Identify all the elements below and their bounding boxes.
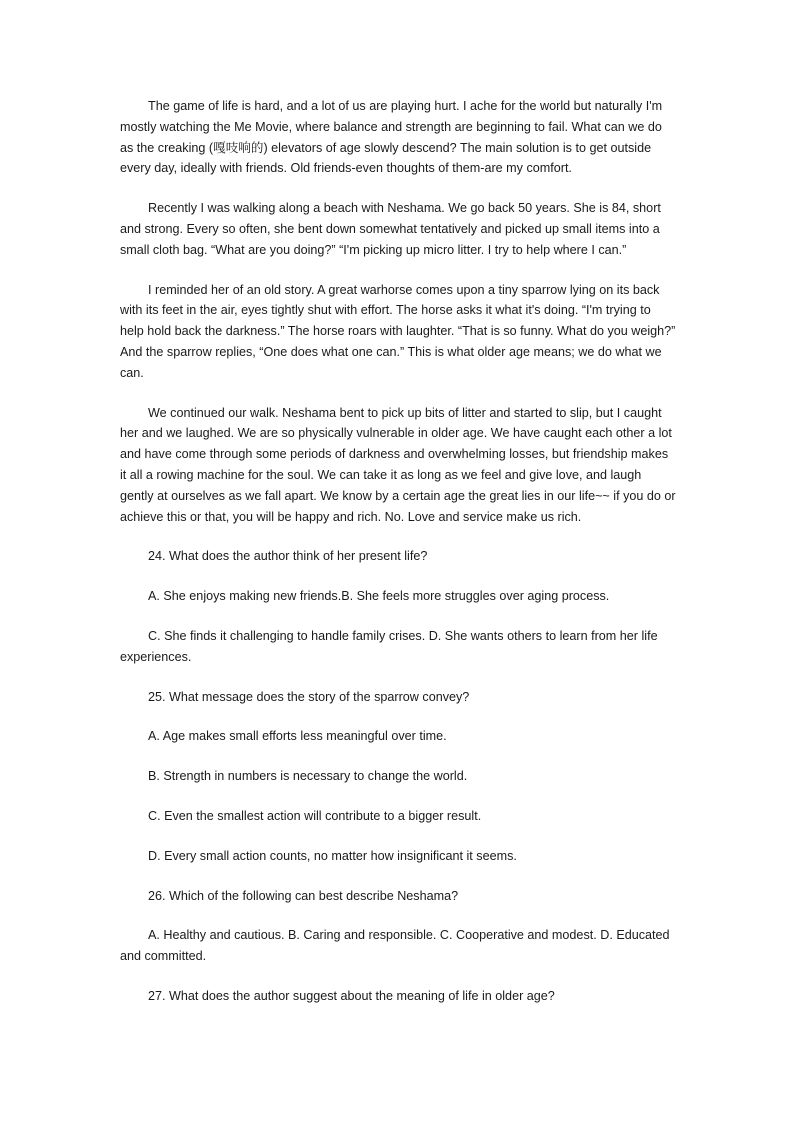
question-25-option-d: D. Every small action counts, no matter how insignificant it seems. [148, 848, 517, 863]
question-26-options: A. Healthy and cautious. B. Caring and responsible. C. Cooperative and modest. D. Educated and committed. [120, 928, 670, 964]
passage-paragraph-1: The game of life is hard, and a lot of us are playing hurt. I ache for the world but naturally I'm mostly watching the Me Movie, where balance and strength are beginning to fail. What can we do as the creaking (嘎吱响的) elevators of age slowly descend? The main solution is to get outside every day, ideally with friends. Old friends-even thoughts of them-are my comfort. [120, 99, 663, 176]
passage-paragraph-2: Recently I was walking along a beach with Neshama. We go back 50 years. She is 84, short and strong. Every so often, she bent down somewhat tentatively and picked up small items into a small cloth bag. “What are you doing?” “I'm picking up micro litter. I try to help where I can.” [120, 201, 661, 257]
question-27-stem: 27. What does the author suggest about the meaning of life in older age? [148, 988, 555, 1003]
question-25-option-c: C. Even the smallest action will contribute to a bigger result. [148, 808, 482, 823]
question-25-option-a: A. Age makes small efforts less meaningful over time. [148, 729, 447, 744]
question-24-options-ab: A. She enjoys making new friends.B. She feels more struggles over aging process. [148, 589, 610, 604]
question-24-stem: 24. What does the author think of her present life? [148, 549, 428, 564]
question-25-stem: 25. What message does the story of the sparrow convey? [148, 689, 470, 704]
passage-paragraph-3: I reminded her of an old story. A great warhorse comes upon a tiny sparrow lying on its back with its feet in the air, eyes tightly shut with effort. The horse asks it what it's doing. “I'm trying to help hold back the darkness.” The horse roars with laughter. “That is so funny. What do you weigh?” And the sparrow replies, “One does what one can.” This is what older age means; we do what we can. [120, 282, 676, 380]
question-25-option-b: B. Strength in numbers is necessary to change the world. [148, 769, 468, 784]
question-24-options-cd: C. She finds it challenging to handle family crises. D. She wants others to learn from her life experiences. [120, 628, 658, 664]
document-body [120, 96, 676, 1026]
passage-paragraph-4: We continued our walk. Neshama bent to pick up bits of litter and started to slip, but I caught her and we laughed. We are so physically vulnerable in older age. We have caught each other a lot and have come through some periods of darkness and overwhelming losses, but friendship makes it all a rowing machine for the soul. We can take it as long as we feel and give love, and laugh gently at ourselves as we fall apart. We know by a certain age the great lies in our life~~ if you do or achieve this or that, you will be happy and rich. No. Love and service make us rich. [120, 405, 676, 524]
question-26-stem: 26. Which of the following can best describe Neshama? [148, 888, 459, 903]
